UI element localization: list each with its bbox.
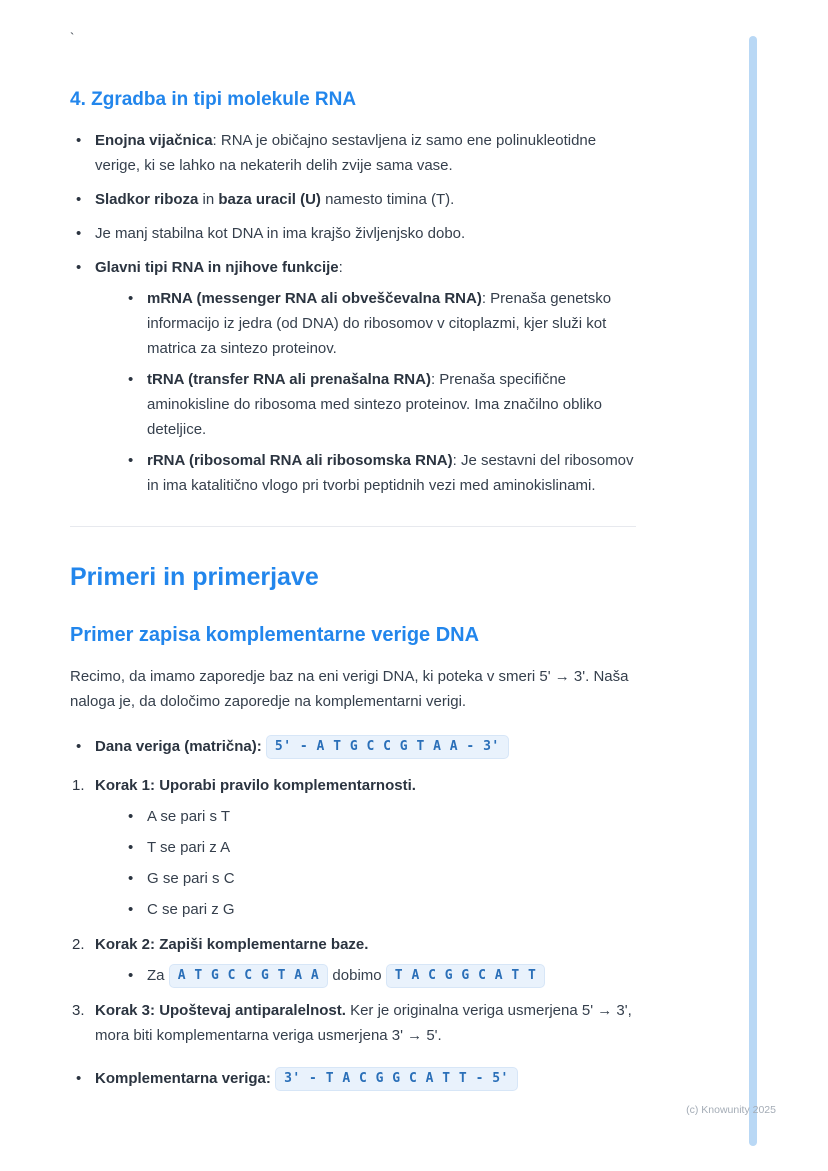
subsection-title-dna-example: Primer zapisa komplementarne verige DNA <box>70 624 480 646</box>
section-title-rna: 4. Zgradba in tipi molekule RNA <box>70 89 357 110</box>
body-text: in <box>198 191 219 208</box>
body-text: Za <box>147 967 165 984</box>
section-title-examples: Primeri in primerjave <box>70 563 319 591</box>
list-item <box>70 1066 636 1091</box>
term-bold: Sladkor riboza <box>95 191 199 208</box>
body-text: Je manj stabilna kot DNA in ima krajšo življenjsko dobo. <box>95 225 466 242</box>
term-bold: Enojna vijačnica <box>95 132 213 149</box>
list-item <box>70 128 636 178</box>
term-bold: Glavni tipi RNA in njihove funkcije <box>95 259 339 276</box>
list-item <box>70 255 636 498</box>
body-text: : Prenaša genetsko informacijo iz jedra (od DNA) do ribosomov v citoplazmi, kjer služi kot matrica za sintezo proteinov. <box>147 290 612 357</box>
body-text: : <box>338 259 343 276</box>
step-title: Korak 2: Zapiši komplementarne baze. <box>95 936 369 953</box>
step-item <box>70 932 636 988</box>
body-text: : RNA je običajno sestavljena iz samo ene polinukleotidne verige, ki se lahko na nekaterih delih zvije sama vase. <box>95 132 597 174</box>
dna-sequence-chip: T A C G G C A T T <box>386 964 546 988</box>
term-bold: rRNA (ribosomal RNA ali ribosomska RNA) <box>147 452 453 469</box>
step-title: Korak 1: Uporabi pravilo komplementarnosti. <box>95 777 416 794</box>
body-text: namesto timina (T). <box>320 191 455 208</box>
sub-list-item <box>122 286 636 361</box>
term-bold: tRNA (transfer RNA ali prenašalna RNA) <box>147 371 431 388</box>
term-bold: Komplementarna veriga: <box>95 1070 271 1087</box>
body-text: G se pari s C <box>147 870 235 887</box>
body-text: : Prenaša specifične aminokisline do ribosoma med sintezo proteinov. Ima značilno obliko deteljice. <box>147 371 602 438</box>
pairing-rules-list <box>122 804 636 922</box>
section-divider <box>70 526 636 527</box>
dna-sequence-chip: 5' - A T G C C G T A A - 3' <box>266 735 509 759</box>
sub-list-item <box>122 963 636 988</box>
term-bold: mRNA (messenger RNA ali obveščevalna RNA) <box>147 290 482 307</box>
step2-sublist <box>122 963 636 988</box>
term-bold: Dana veriga (matrična): <box>95 738 262 755</box>
sub-list-item <box>122 835 636 860</box>
body-text: dobimo <box>332 967 382 984</box>
body-text: C se pari z G <box>147 901 235 918</box>
sub-list-item <box>122 804 636 829</box>
term-bold: baza uracil (U) <box>218 191 321 208</box>
step-title: Korak 3: Upoštevaj antiparalelnost. <box>95 1002 346 1019</box>
sub-list-item <box>122 866 636 891</box>
watermark: (c) Knowunity 2025 <box>686 1104 776 1116</box>
body-text: Ker je originalna veriga usmerjena 5' → 3', mora biti komplementarna veriga usmerjena 3' → 5'. <box>95 1002 632 1044</box>
sub-list-item <box>122 367 636 442</box>
list-item <box>70 734 636 759</box>
step-item <box>70 998 636 1048</box>
rna-bullet-list <box>70 128 636 498</box>
list-item <box>70 187 636 212</box>
body-text: T se pari z A <box>147 839 231 856</box>
stray-backtick: ` <box>70 30 75 45</box>
step-item <box>70 773 636 922</box>
sub-list-item <box>122 448 636 498</box>
dna-sequence-chip: 3' - T A C G G C A T T - 5' <box>275 1067 518 1091</box>
right-accent-bar <box>749 36 757 1146</box>
steps-list <box>70 773 636 1048</box>
intro-paragraph: Recimo, da imamo zaporedje baz na eni verigi DNA, ki poteka v smeri 5' → 3'. Naša naloga je, da določimo zaporedje na komplementarni verigi. <box>70 668 629 710</box>
body-text: : Je sestavni del ribosomov in ima katalitično vlogo pri tvorbi peptidnih vezi med aminokislinami. <box>147 452 634 494</box>
body-text: A se pari s T <box>147 808 231 825</box>
given-strand-list <box>70 734 636 759</box>
sub-list-item <box>122 897 636 922</box>
dna-sequence-chip: A T G C C G T A A <box>169 964 329 988</box>
list-item <box>70 221 636 246</box>
rna-sublist <box>122 286 636 498</box>
result-strand-list <box>70 1066 636 1091</box>
